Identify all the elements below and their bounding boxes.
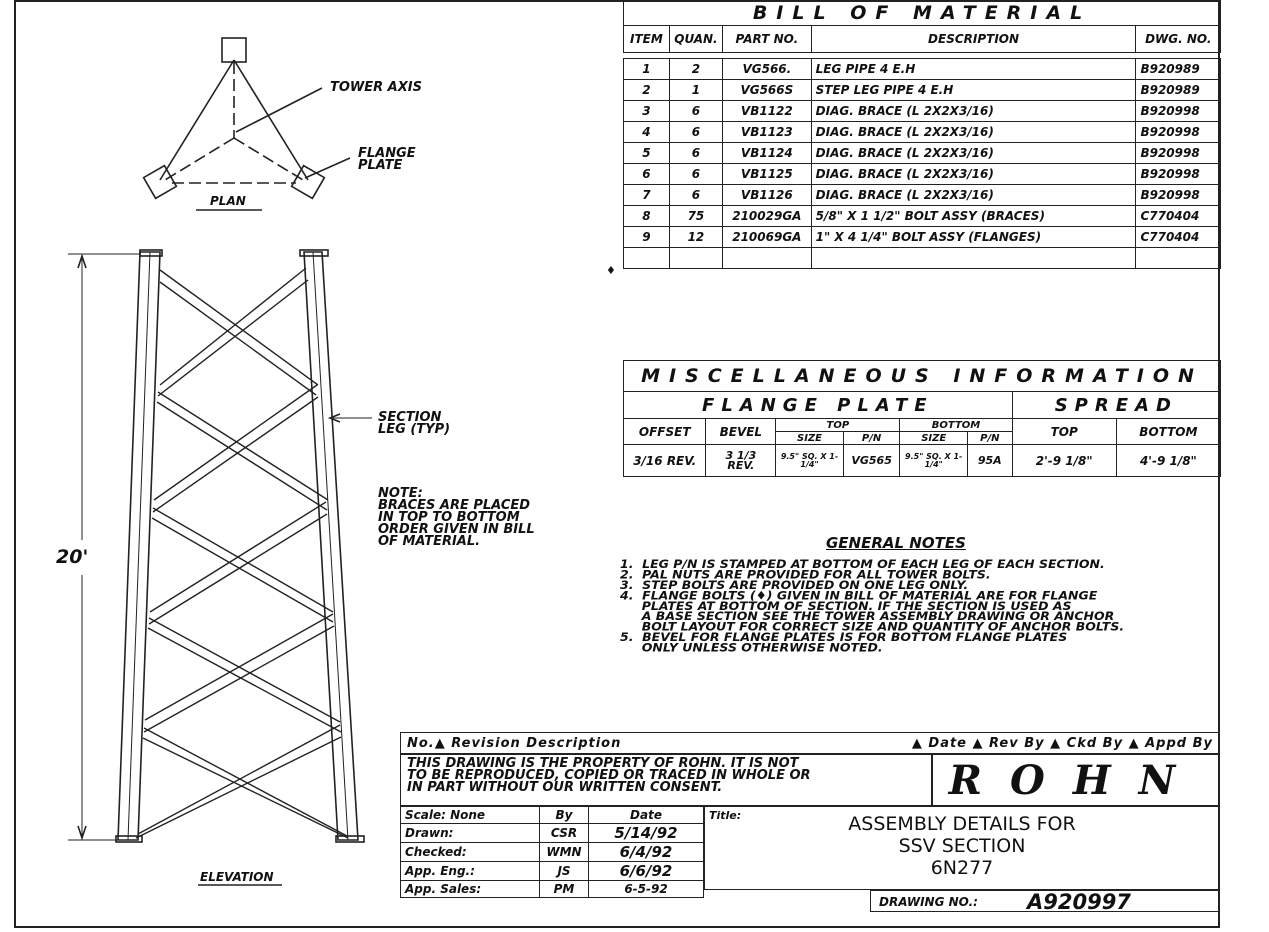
table-cell: 6 — [669, 122, 722, 143]
bom-row — [624, 80, 1221, 101]
table-cell: 6 — [669, 143, 722, 164]
bom-header-row — [624, 26, 1221, 53]
plan-edge — [234, 60, 308, 180]
table-cell: 1 — [624, 59, 670, 80]
table-cell: OFFSET — [624, 419, 706, 445]
table-row — [401, 881, 704, 898]
signature-table — [400, 806, 704, 898]
table-cell: TOP — [1012, 419, 1116, 445]
table-header-cell: PART NO. — [723, 26, 812, 53]
spread-header: SPREAD — [1012, 392, 1220, 419]
drawing-number: A920997 — [1027, 890, 1131, 914]
plan-axis — [234, 138, 303, 180]
height-dimension: 20' — [56, 546, 89, 568]
table-cell: 5/8" X 1 1/2" BOLT ASSY (BRACES) — [811, 206, 1136, 227]
misc-values-row — [624, 445, 1221, 477]
table-cell: C770404 — [1136, 227, 1221, 248]
table-header-cell: ITEM — [624, 26, 670, 53]
table-cell — [1136, 248, 1221, 269]
flange-bottom-right — [336, 836, 364, 842]
table-cell: BOTTOM — [900, 419, 1012, 432]
table-cell: Scale: None — [401, 807, 540, 824]
table-cell: B920998 — [1136, 122, 1221, 143]
leg-left-inner — [128, 252, 150, 840]
table-cell: 12 — [669, 227, 722, 248]
table-cell: 2 — [669, 59, 722, 80]
table-cell: By — [540, 807, 589, 824]
table-cell: Drawn: — [401, 824, 540, 843]
table-cell: SIZE — [900, 432, 968, 445]
table-cell: VG566S — [723, 80, 812, 101]
table-cell: 6 — [669, 185, 722, 206]
flange-top-left — [140, 250, 162, 256]
flange-plate-left — [144, 166, 177, 199]
table-cell: 5 — [624, 143, 670, 164]
bom-row — [624, 206, 1221, 227]
table-header-cell: DESCRIPTION — [811, 26, 1136, 53]
flange-plate-header: FLANGE PLATE — [624, 392, 1013, 419]
table-cell: WMN — [540, 843, 589, 862]
table-cell: DIAG. BRACE (L 2X2X3/16) — [811, 122, 1136, 143]
leg-right-inner — [313, 252, 348, 840]
table-cell: B920998 — [1136, 164, 1221, 185]
table-cell: 6-5-92 — [589, 881, 704, 898]
table-cell: 6/4/92 — [589, 843, 704, 862]
table-cell — [811, 248, 1136, 269]
title-block — [400, 732, 1220, 928]
rohn-logo: ROHN — [932, 754, 1220, 806]
table-cell: DIAG. BRACE (L 2X2X3/16) — [811, 143, 1136, 164]
table-row — [624, 392, 1221, 419]
table-cell: B920989 — [1136, 59, 1221, 80]
table-cell: 5/14/92 — [589, 824, 704, 843]
table-cell: 210069GA — [723, 227, 812, 248]
table-cell: 75 — [669, 206, 722, 227]
drawing-number-box: DRAWING NO.: A920997 — [870, 890, 1220, 912]
bom-row — [624, 164, 1221, 185]
table-header-cell: QUAN. — [669, 26, 722, 53]
table-cell: 9 — [624, 227, 670, 248]
table-cell: B920998 — [1136, 185, 1221, 206]
table-cell: SIZE — [776, 432, 844, 445]
table-row — [401, 807, 704, 824]
table-row — [624, 1, 1221, 26]
table-cell: C770404 — [1136, 206, 1221, 227]
table-cell: 2 — [624, 80, 670, 101]
bom-row — [624, 227, 1221, 248]
table-cell: PM — [540, 881, 589, 898]
table-cell: DIAG. BRACE (L 2X2X3/16) — [811, 164, 1136, 185]
table-cell: VG565 — [843, 445, 900, 477]
table-cell: B920989 — [1136, 80, 1221, 101]
table-cell: VB1122 — [723, 101, 812, 122]
table-cell: 3 — [624, 101, 670, 122]
table-cell — [624, 248, 670, 269]
table-cell: VG566. — [723, 59, 812, 80]
table-cell: 6 — [624, 164, 670, 185]
leader-flange-plate — [305, 158, 350, 178]
table-cell: 210029GA — [723, 206, 812, 227]
drawing-note: NOTE: BRACES ARE PLACED IN TOP TO BOTTOM ORDER GIVEN IN BILL OF MATERIAL. — [378, 486, 535, 549]
table-cell: P/N — [843, 432, 900, 445]
table-cell — [723, 248, 812, 269]
section-leg-label: SECTION LEG (TYP) — [378, 410, 451, 437]
table-cell: 1 — [669, 80, 722, 101]
tower-axis-label: TOWER AXIS — [330, 80, 422, 95]
table-row — [624, 361, 1221, 392]
title-box: Title: ASSEMBLY DETAILS FOR SSV SECTION 6N277 — [704, 806, 1220, 890]
table-cell: BEVEL — [706, 419, 776, 445]
table-cell: VB1123 — [723, 122, 812, 143]
table-cell: STEP LEG PIPE 4 E.H — [811, 80, 1136, 101]
bom-row — [624, 101, 1221, 122]
plan-axis — [165, 138, 234, 180]
table-cell: B920998 — [1136, 143, 1221, 164]
plan-edge — [160, 60, 234, 180]
table-cell: BOTTOM — [1116, 419, 1220, 445]
property-notice: THIS DRAWING IS THE PROPERTY OF ROHN. IT IS NOT TO BE REPRODUCED, COPIED OR TRACED IN WHOLE OR IN PART WITHOUT OUR WRITTEN CONSENT. — [400, 754, 932, 806]
table-cell: DIAG. BRACE (L 2X2X3/16) — [811, 185, 1136, 206]
bom-title: BILL OF MATERIAL — [624, 1, 1221, 26]
bom-row — [624, 122, 1221, 143]
leader-tower-axis — [236, 88, 322, 132]
table-cell: App. Sales: — [401, 881, 540, 898]
table-cell: 4 — [624, 122, 670, 143]
table-row — [624, 419, 1221, 432]
table-cell: LEG PIPE 4 E.H — [811, 59, 1136, 80]
table-row — [401, 824, 704, 843]
flange-plate-top — [222, 38, 246, 62]
table-cell: 95A — [967, 445, 1012, 477]
elevation-caption: ELEVATION — [200, 870, 274, 884]
table-cell: VB1125 — [723, 164, 812, 185]
table-cell: 4'-9 1/8" — [1116, 445, 1220, 477]
table-cell: 8 — [624, 206, 670, 227]
bill-of-material-table — [623, 0, 1221, 269]
table-cell: App. Eng.: — [401, 862, 540, 881]
table-cell: B920998 — [1136, 101, 1221, 122]
revision-row: No.▲ Revision Description ▲ Date ▲ Rev By ▲ Ckd By ▲ Appd By — [400, 732, 1220, 754]
misc-information-table — [623, 360, 1221, 477]
braces — [136, 268, 348, 838]
flange-plate-label: FLANGE PLATE — [358, 146, 416, 173]
table-row — [401, 843, 704, 862]
table-cell: VB1124 — [723, 143, 812, 164]
table-cell: 9.5" SQ. X 1-1/4" — [900, 445, 968, 477]
bom-row-empty — [624, 248, 1221, 269]
drawing-title: ASSEMBLY DETAILS FOR SSV SECTION 6N277 — [848, 813, 1076, 879]
table-cell: TOP — [776, 419, 900, 432]
bom-row — [624, 143, 1221, 164]
table-cell: 3 1/3 REV. — [706, 445, 776, 477]
table-header-cell: DWG. NO. — [1136, 26, 1221, 53]
table-cell: JS — [540, 862, 589, 881]
table-row — [401, 862, 704, 881]
table-cell: 6 — [669, 101, 722, 122]
table-cell: CSR — [540, 824, 589, 843]
flange-plate-right — [292, 166, 325, 199]
table-cell: Date — [589, 807, 704, 824]
table-cell: 3/16 REV. — [624, 445, 706, 477]
bom-row — [624, 59, 1221, 80]
table-cell: 1" X 4 1/4" BOLT ASSY (FLANGES) — [811, 227, 1136, 248]
table-cell — [669, 248, 722, 269]
general-notes: 1. LEG P/N IS STAMPED AT BOTTOM OF EACH LEG OF EACH SECTION. 2. PAL NUTS ARE PROVIDED FOR ALL TOWER BOLTS. 3. STEP BOLTS ARE PROVIDED ON ONE LEG ONLY. 4. FLANGE BOLTS (♦) GIVEN IN BILL OF MATERIAL ARE FOR FLANGE PLATES AT BOTTOM OF SECTION. IF THE SECTION IS USED AS A BASE SECTION SEE THE TOWER ASSEMBLY DRAWING OR ANCHOR BOLT LAYOUT FOR CORRECT SIZE AND QUANTITY OF ANCHOR BOLTS. 5. BEVEL FOR FLANGE PLATES IS FOR BOTTOM FLANGE PLATES ONLY UNLESS OTHERWISE NOTED. — [620, 556, 1125, 655]
table-cell: 6/6/92 — [589, 862, 704, 881]
table-cell: 9.5" SQ. X 1-1/4" — [776, 445, 844, 477]
table-cell: DIAG. BRACE (L 2X2X3/16) — [811, 101, 1136, 122]
table-cell: Checked: — [401, 843, 540, 862]
general-notes-title: GENERAL NOTES — [826, 534, 966, 552]
table-cell: 6 — [669, 164, 722, 185]
table-cell: 7 — [624, 185, 670, 206]
bom-row — [624, 185, 1221, 206]
plan-caption: PLAN — [210, 194, 246, 208]
table-cell: P/N — [967, 432, 1012, 445]
table-cell: VB1126 — [723, 185, 812, 206]
table-cell: 2'-9 1/8" — [1012, 445, 1116, 477]
misc-title: MISCELLANEOUS INFORMATION — [624, 361, 1221, 392]
diamond-marker: ♦ — [606, 264, 616, 277]
